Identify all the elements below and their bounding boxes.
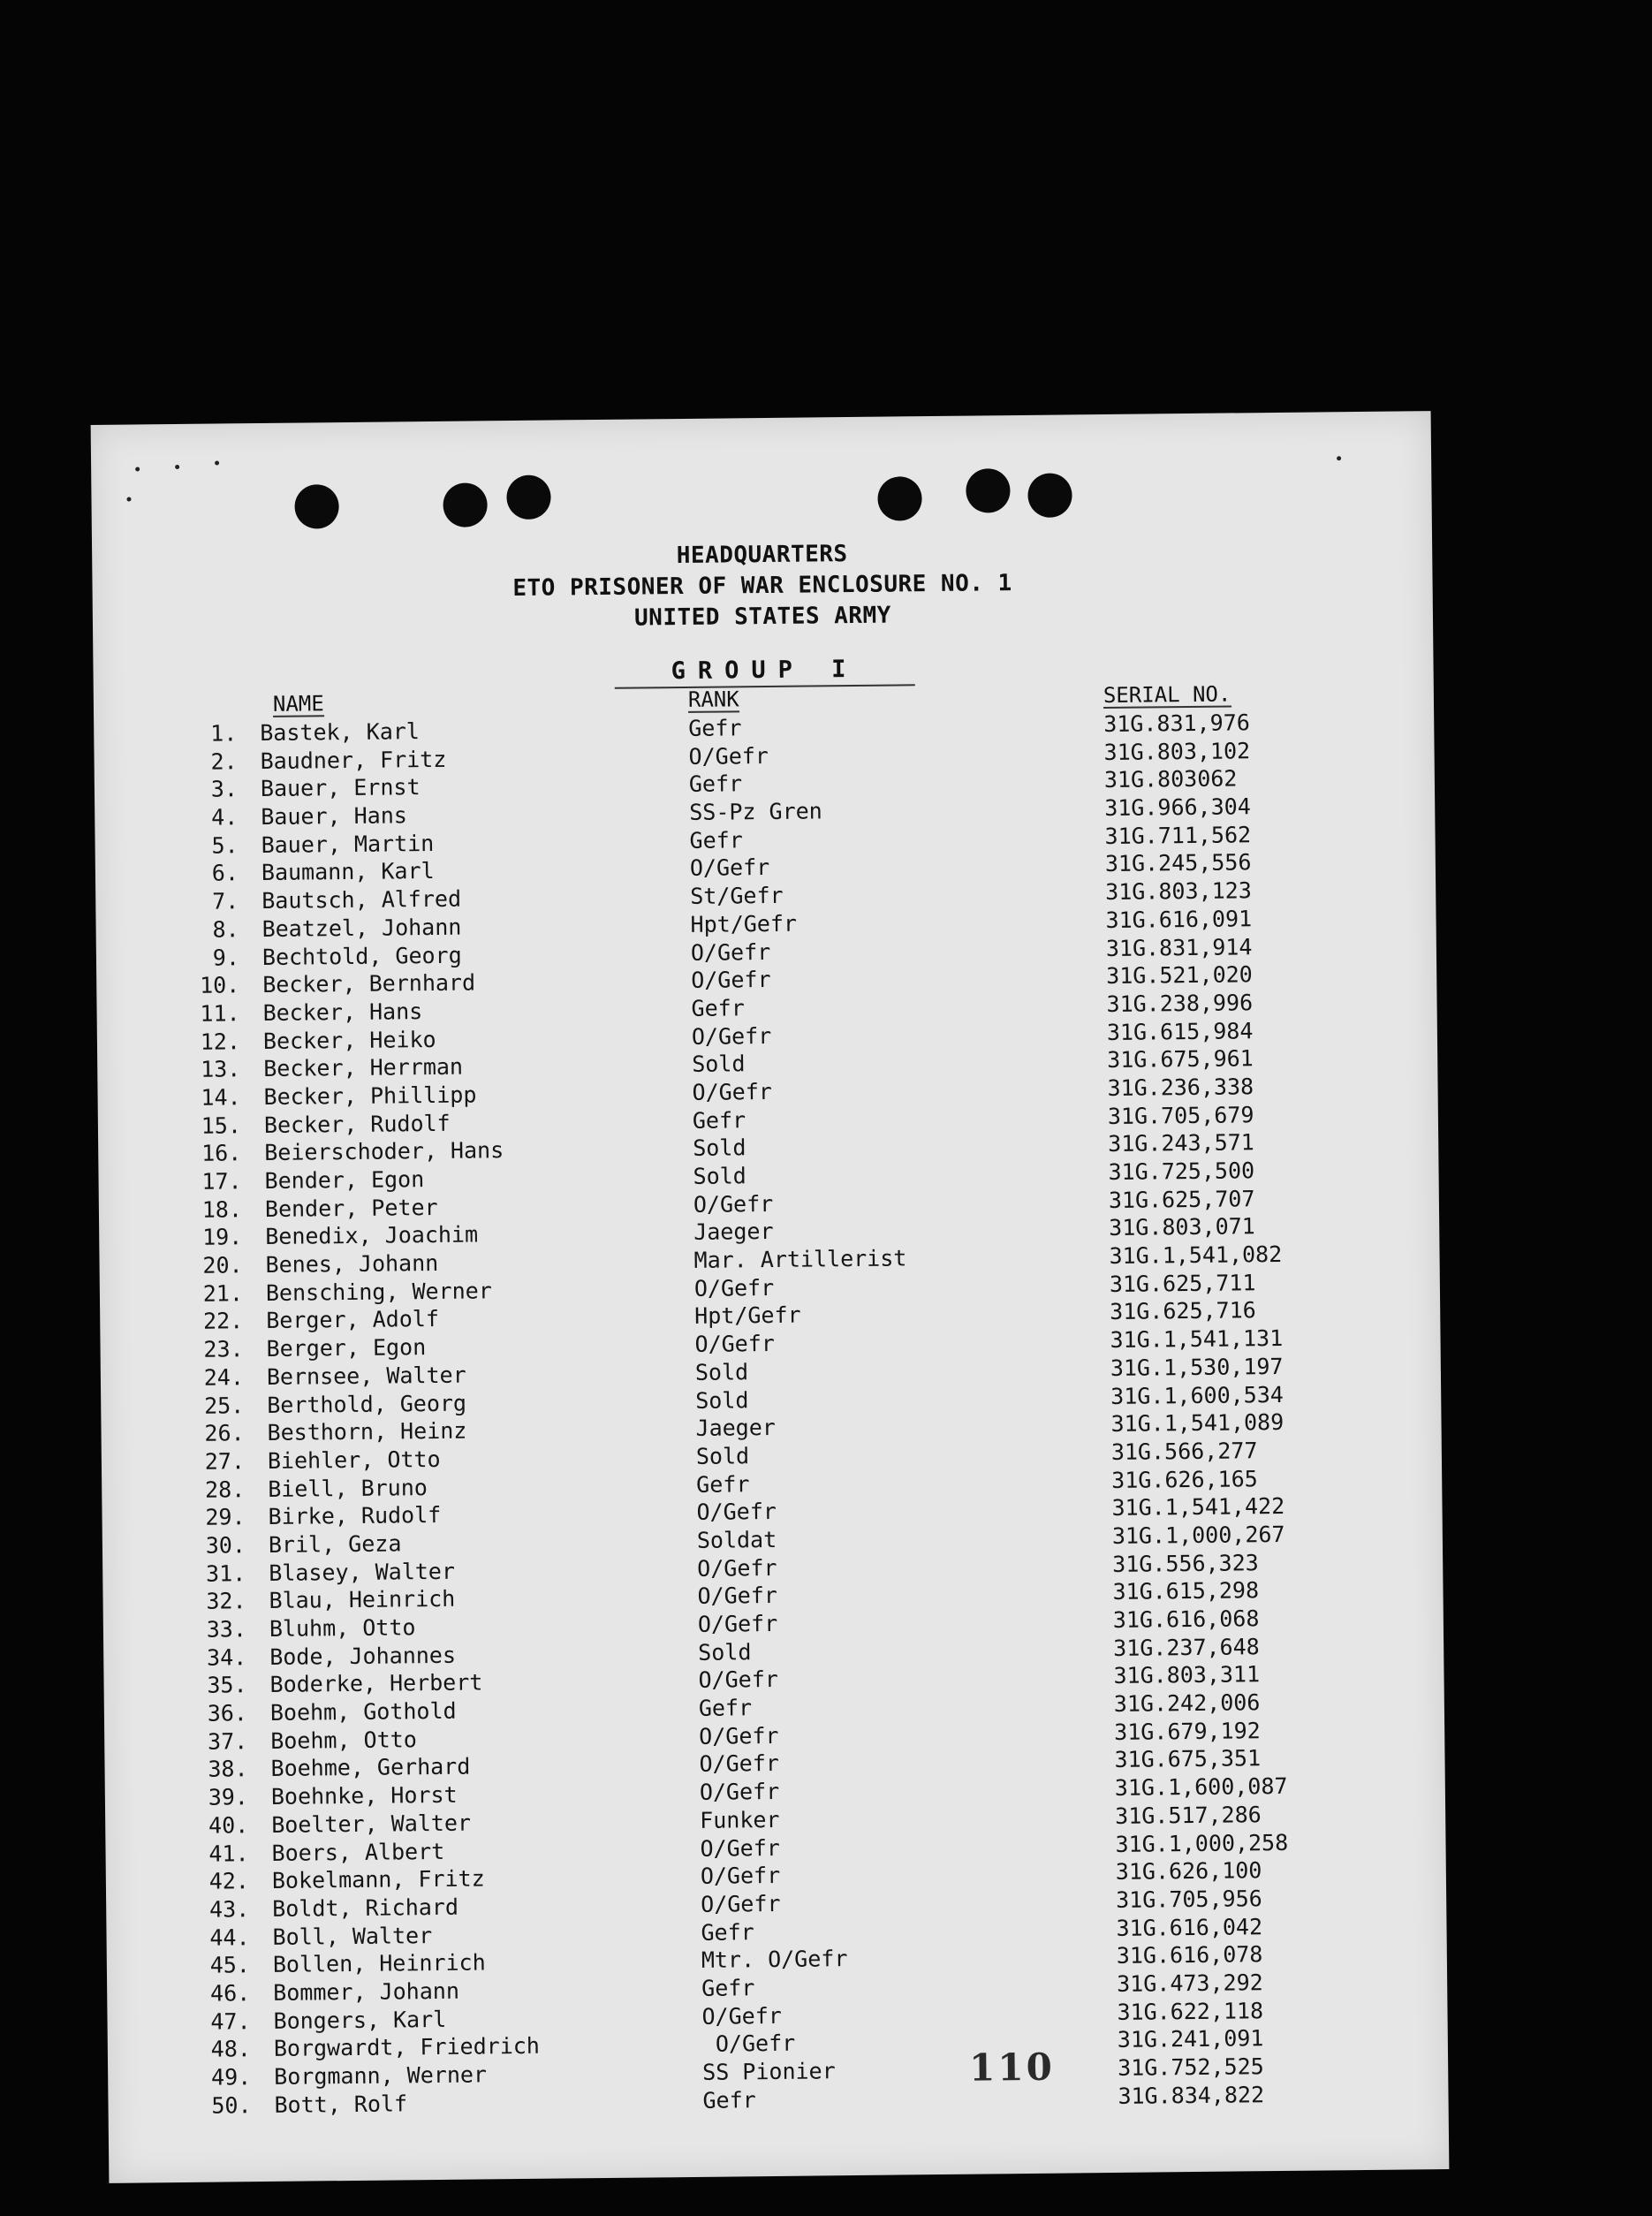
row-number: 2. (210, 748, 238, 775)
serial-number: 31G.616,091 (1105, 906, 1253, 933)
prisoner-rank: O/Gefr (694, 1331, 776, 1358)
prisoner-rank: O/Gefr (693, 1274, 775, 1302)
prisoner-name: Becker, Hans (262, 998, 423, 1026)
row-number: 6. (211, 860, 239, 887)
row-number: 26. (204, 1420, 245, 1446)
serial-number: 31G.1,541,131 (1110, 1325, 1284, 1354)
prisoner-rank: SS-Pz Gren (689, 798, 822, 825)
prisoner-rank: Gefr (696, 1470, 750, 1498)
prisoner-name: Boehnke, Horst (270, 1781, 458, 1810)
row-number: 19. (201, 1224, 243, 1251)
prisoner-rank: Mtr. O/Gefr (701, 1946, 848, 1974)
serial-number: 31G.615,298 (1112, 1577, 1260, 1605)
column-header-name: NAME (272, 691, 324, 717)
row-number: 7. (212, 888, 239, 914)
prisoner-name: Becker, Bernhard (262, 969, 476, 998)
serial-number: 31G.616,078 (1116, 1941, 1263, 1969)
serial-number: 31G.1,600,087 (1114, 1773, 1288, 1802)
row-number: 16. (201, 1140, 242, 1167)
serial-number: 31G.1,600,534 (1110, 1381, 1284, 1409)
prisoner-name: Boll, Walter (272, 1922, 433, 1950)
serial-number: 31G.834,822 (1118, 2081, 1265, 2109)
row-number: 3. (210, 776, 239, 802)
row-number: 41. (208, 1840, 249, 1867)
prisoner-name: Becker, Phillipp (263, 1081, 477, 1110)
prisoner-rank: O/Gefr (700, 1834, 780, 1862)
row-number: 12. (200, 1028, 241, 1055)
prisoner-name: Birke, Rudolf (268, 1502, 442, 1530)
prisoner-name: Bender, Egon (264, 1166, 425, 1194)
punch-hole (443, 482, 488, 527)
row-number: 24. (203, 1364, 245, 1391)
row-number: 13. (200, 1056, 241, 1082)
prisoner-rank: O/Gefr (688, 742, 769, 770)
serial-number: 31G.566,277 (1110, 1438, 1258, 1465)
row-number: 1. (210, 720, 238, 747)
serial-number: 31G.626,100 (1115, 1857, 1262, 1886)
punch-hole (1027, 473, 1072, 518)
serial-number: 31G.803,102 (1103, 737, 1251, 765)
row-number: 18. (201, 1195, 243, 1223)
speck (1337, 456, 1341, 460)
prisoner-name: Blau, Heinrich (269, 1586, 456, 1614)
header-line-3: UNITED STATES ARMY (633, 602, 891, 632)
serial-number: 31G.966,304 (1104, 793, 1251, 822)
speck (135, 467, 140, 471)
serial-number: 31G.238,996 (1106, 990, 1254, 1017)
prisoner-rank: Sold (695, 1386, 749, 1414)
prisoner-name: Boldt, Richard (272, 1893, 459, 1922)
serial-number: 31G.616,068 (1112, 1605, 1260, 1633)
punch-hole (966, 468, 1011, 513)
punch-hole (877, 476, 922, 521)
row-number: 9. (212, 944, 240, 971)
serial-number: 31G.622,118 (1117, 1997, 1264, 2025)
prisoner-rank: O/Gefr (697, 1610, 778, 1637)
prisoner-name: Bauer, Ernst (260, 774, 421, 802)
serial-number: 31G.675,961 (1107, 1045, 1254, 1074)
serial-number: 31G.237,648 (1113, 1633, 1260, 1661)
row-number: 22. (202, 1308, 244, 1335)
prisoner-name: Baudner, Fritz (260, 746, 447, 774)
prisoner-name: Boderke, Herbert (269, 1669, 483, 1698)
prisoner-name: Bauer, Hans (261, 802, 407, 831)
prisoner-rank: O/Gefr (689, 854, 770, 882)
serial-number: 31G.1,000,267 (1111, 1521, 1285, 1549)
prisoner-name: Boehm, Otto (270, 1726, 417, 1754)
row-number: 35. (207, 1672, 247, 1699)
prisoner-rank: Gefr (701, 1975, 755, 2001)
serial-number: 31G.803,123 (1105, 877, 1252, 906)
prisoner-name: Becker, Herrman (263, 1053, 464, 1082)
prisoner-rank: O/Gefr (701, 1890, 781, 1917)
serial-number: 31G.705,679 (1107, 1101, 1254, 1129)
prisoner-rank: O/Gefr (699, 1779, 780, 1805)
speck (215, 460, 219, 465)
prisoner-name: Bluhm, Otto (269, 1614, 416, 1642)
speck (126, 497, 131, 502)
serial-number: 31G.615,984 (1106, 1017, 1254, 1045)
header-line-2: ETO PRISONER OF WAR ENCLOSURE NO. 1 (512, 570, 1012, 603)
prisoner-name: Benes, Johann (265, 1249, 439, 1279)
serial-number: 31G.803062 (1103, 765, 1238, 793)
row-number: 21. (202, 1279, 244, 1307)
prisoner-rank: Funker (700, 1806, 780, 1833)
prisoner-name: Bokelmann, Fritz (271, 1865, 485, 1894)
prisoner-name: Bril, Geza (268, 1530, 402, 1558)
serial-number: 31G.245,556 (1104, 849, 1252, 877)
serial-number: 31G.679,192 (1114, 1717, 1261, 1745)
row-number: 42. (208, 1868, 250, 1894)
prisoner-name: Boers, Albert (271, 1838, 445, 1866)
prisoner-name: Biell, Bruno (268, 1474, 428, 1502)
prisoner-rank: St/Gefr (690, 882, 784, 910)
row-number: 36. (207, 1700, 248, 1727)
prisoner-rank: O/Gefr (692, 1078, 773, 1105)
prisoner-rank: Mar. Artillerist (693, 1245, 907, 1273)
row-number: 43. (208, 1896, 250, 1923)
prisoner-name: Boehme, Gerhard (270, 1754, 471, 1782)
serial-number: 31G.803,311 (1113, 1661, 1261, 1689)
prisoner-rank: Sold (695, 1443, 750, 1469)
prisoner-rank: Gefr (698, 1695, 753, 1721)
prisoner-name: Becker, Heiko (262, 1026, 436, 1054)
serial-number: 31G.626,165 (1111, 1465, 1258, 1493)
prisoner-rank: O/Gefr (699, 1750, 779, 1778)
prisoner-name: Bensching, Werner (265, 1278, 492, 1306)
row-number: 30. (205, 1532, 246, 1559)
prisoner-rank: Gefr (688, 770, 743, 798)
row-number: 34. (206, 1643, 247, 1671)
row-number: 20. (202, 1252, 243, 1279)
serial-number: 31G.616,042 (1116, 1913, 1263, 1941)
prisoner-rank: O/Gefr (701, 2030, 796, 2058)
prisoner-rank: O/Gefr (697, 1554, 777, 1582)
prisoner-name: Baumann, Karl (261, 858, 435, 886)
serial-number: 31G.521,020 (1106, 961, 1253, 990)
page-number-stamp: 110 (968, 2045, 1056, 2090)
serial-number: 31G.236,338 (1107, 1074, 1254, 1101)
prisoner-name: Berthold, Georg (267, 1390, 467, 1418)
prisoner-name: Berger, Adolf (266, 1306, 440, 1334)
prisoner-rank: Sold (692, 1051, 746, 1078)
prisoner-rank: Gefr (702, 2086, 756, 2114)
row-number: 14. (201, 1084, 241, 1111)
prisoner-rank: Gefr (701, 1918, 754, 1946)
prisoner-name: Bautsch, Alfred (261, 885, 462, 914)
prisoner-rank: O/Gefr (701, 2002, 782, 2030)
prisoner-rank: O/Gefr (691, 1022, 772, 1050)
serial-number: 31G.1,541,089 (1110, 1409, 1284, 1438)
row-number: 28. (204, 1476, 246, 1503)
serial-number: 31G.675,351 (1114, 1745, 1262, 1773)
prisoner-name: Becker, Rudolf (263, 1110, 451, 1138)
serial-number: 31G.625,716 (1110, 1297, 1256, 1325)
row-number: 32. (206, 1588, 246, 1615)
speck (175, 465, 179, 469)
row-number: 31. (205, 1560, 246, 1587)
prisoner-rank: O/Gefr (696, 1499, 777, 1526)
prisoner-rank: Jaeger (695, 1415, 777, 1442)
row-number: 25. (203, 1392, 245, 1419)
prisoner-name: Beierschoder, Hans (264, 1137, 504, 1166)
prisoner-name: Biehler, Otto (267, 1446, 441, 1474)
row-number: 49. (210, 2064, 252, 2091)
row-number: 44. (209, 1924, 250, 1951)
row-number: 46. (209, 1980, 251, 2007)
row-number: 27. (204, 1448, 246, 1475)
prisoner-rank: Gefr (691, 995, 745, 1021)
serial-number: 31G.1,530,197 (1110, 1353, 1284, 1381)
prisoner-rank: Jaeger (693, 1218, 774, 1246)
column-header-rank: RANK (687, 687, 739, 712)
serial-number: 31G.831,914 (1105, 933, 1253, 961)
row-number: 29. (205, 1504, 246, 1530)
prisoner-rank: Sold (693, 1163, 746, 1189)
row-number: 50. (211, 2091, 252, 2119)
serial-number: 31G.1,541,082 (1109, 1241, 1283, 1270)
serial-number: 31G.556,323 (1112, 1549, 1259, 1577)
prisoner-rank: O/Gefr (691, 967, 771, 994)
prisoner-rank: Sold (694, 1359, 749, 1385)
prisoner-name: Besthorn, Heinz (267, 1417, 467, 1446)
serial-number: 31G.1,000,258 (1115, 1829, 1289, 1857)
serial-number: 31G.1,541,422 (1111, 1493, 1285, 1522)
row-number: 5. (211, 832, 239, 859)
serial-number: 31G.725,500 (1108, 1157, 1255, 1185)
row-number: 8. (212, 916, 239, 943)
document-page (91, 411, 1450, 2183)
prisoner-rank: Gefr (692, 1106, 746, 1134)
prisoner-rank: Soldat (696, 1526, 777, 1553)
prisoner-name: Bernsee, Walter (266, 1362, 466, 1390)
prisoner-name: Berger, Egon (266, 1334, 427, 1362)
prisoner-name: Borgmann, Werner (274, 2061, 488, 2090)
prisoner-name: Bommer, Johann (273, 1977, 460, 2006)
header-line-1: HEADQUARTERS (676, 541, 848, 570)
punch-hole (506, 475, 551, 520)
prisoner-rank: O/Gefr (698, 1666, 778, 1694)
prisoner-rank: Gefr (688, 715, 742, 741)
serial-number: 31G.705,956 (1116, 1886, 1262, 1913)
row-number: 45. (209, 1952, 251, 1978)
row-number: 38. (208, 1756, 248, 1783)
serial-number: 31G.625,707 (1108, 1185, 1255, 1213)
prisoner-name: Bott, Rolf (274, 2091, 408, 2118)
serial-number: 31G.241,091 (1117, 2025, 1264, 2053)
serial-number: 31G.517,286 (1115, 1802, 1262, 1829)
serial-number: 31G.625,711 (1109, 1269, 1256, 1297)
prisoner-rank: O/Gefr (693, 1190, 774, 1218)
prisoner-name: Bauer, Martin (261, 830, 435, 858)
group-title: GROUP I (614, 655, 914, 689)
row-number: 48. (210, 2036, 252, 2062)
prisoner-rank: O/Gefr (697, 1582, 778, 1610)
prisoner-rank: SS Pionier (702, 2058, 836, 2085)
prisoner-rank: Gefr (689, 827, 743, 854)
row-number: 23. (203, 1336, 244, 1362)
prisoner-name: Bender, Peter (264, 1194, 438, 1222)
prisoner-name: Bode, Johannes (269, 1642, 457, 1670)
prisoner-list (94, 707, 1449, 2121)
serial-number: 31G.242,006 (1113, 1689, 1261, 1718)
prisoner-rank: O/Gefr (700, 1863, 781, 1890)
prisoner-rank: Hpt/Gefr (690, 910, 798, 937)
prisoner-name: Blasey, Walter (269, 1558, 456, 1586)
serial-number: 31G.711,562 (1104, 822, 1252, 849)
serial-number: 31G.752,525 (1118, 2053, 1264, 2081)
row-number: 4. (211, 804, 239, 831)
row-number: 15. (201, 1112, 242, 1139)
serial-number: 31G.473,292 (1117, 1969, 1263, 1997)
prisoner-name: Benedix, Joachim (265, 1221, 479, 1250)
prisoner-name: Boehm, Gothold (269, 1697, 457, 1727)
prisoner-rank: Sold (693, 1135, 746, 1162)
serial-number: 31G.803,071 (1109, 1213, 1255, 1241)
row-number: 39. (208, 1784, 249, 1810)
prisoner-name: Boelter, Walter (271, 1810, 472, 1838)
prisoner-rank: Sold (698, 1638, 752, 1666)
serial-number: 31G.243,571 (1108, 1129, 1254, 1157)
row-number: 33. (206, 1616, 247, 1643)
prisoner-name: Bechtold, Georg (261, 942, 462, 970)
prisoner-name: Bollen, Heinrich (272, 1949, 486, 1978)
column-header-serial: SERIAL NO. (1103, 681, 1231, 709)
prisoner-name: Borgwardt, Friedrich (273, 2033, 541, 2062)
row-number: 40. (208, 1812, 249, 1839)
prisoner-name: Beatzel, Johann (261, 914, 462, 942)
punch-hole (294, 484, 339, 529)
prisoner-rank: O/Gefr (690, 938, 771, 966)
row-number: 10. (199, 972, 240, 998)
row-number: 37. (207, 1727, 248, 1755)
prisoner-rank: Hpt/Gefr (694, 1302, 801, 1330)
row-number: 11. (200, 1000, 240, 1027)
prisoner-name: Bastek, Karl (260, 718, 421, 747)
row-number: 17. (201, 1168, 242, 1195)
prisoner-name: Bongers, Karl (273, 2006, 447, 2034)
serial-number: 31G.831,976 (1103, 710, 1250, 738)
prisoner-rank: O/Gefr (699, 1722, 779, 1749)
row-number: 47. (210, 2007, 251, 2035)
